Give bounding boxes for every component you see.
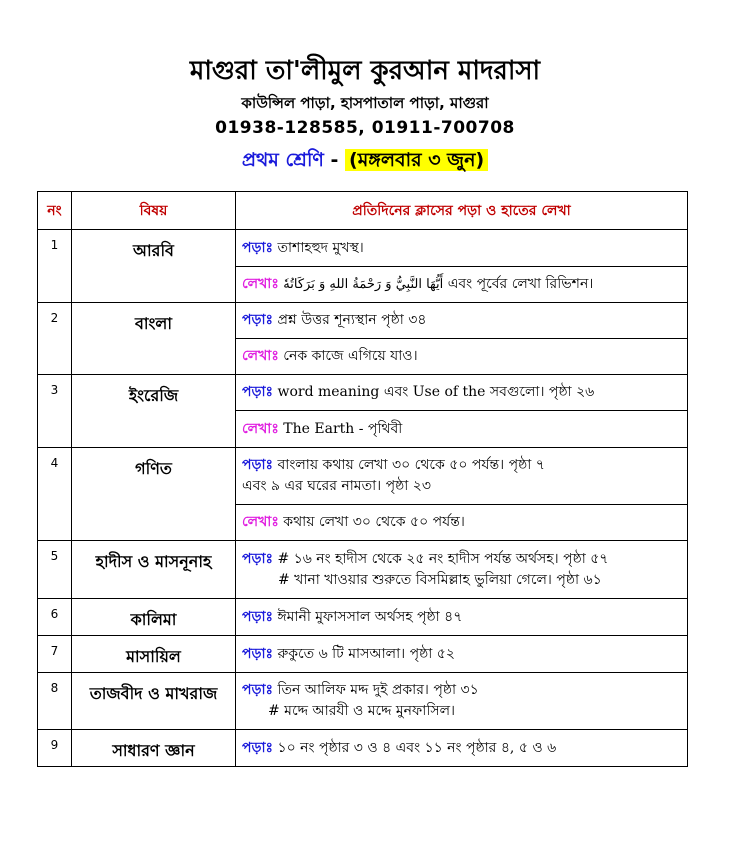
row-number: 5 (38, 541, 72, 599)
col-header-no: নং (38, 192, 72, 230)
row-subject: গণিত (72, 448, 236, 541)
read-text: ঈমানী মুফাসসাল অর্থসহ পৃষ্ঠা ৪৭ (277, 608, 463, 625)
write-text: এবং পূর্বের লেখা রিভিশন। (447, 276, 594, 292)
row-read (236, 636, 688, 673)
table-row (38, 636, 688, 673)
heading-separator: - (323, 149, 346, 171)
table-row (38, 375, 688, 411)
row-number: 8 (38, 673, 72, 730)
read-text-line2: # মদ্দে আরযী ও মদ্দে মুনফাসিল। (268, 703, 456, 719)
row-number: 6 (38, 599, 72, 636)
row-read (236, 448, 688, 505)
read-text: রুকুতে ৬ টি মাসআলা। পৃষ্ঠা ৫২ (277, 645, 455, 662)
read-text: প্রশ্ন উত্তর শূন্যস্থান পৃষ্ঠা ৩৪ (277, 312, 427, 328)
table-header-row (38, 192, 688, 230)
row-read (236, 375, 688, 411)
read-label: পড়াঃ (242, 608, 274, 625)
row-read (236, 230, 688, 267)
row-subject: ইংরেজি (72, 375, 236, 448)
row-subject: তাজবীদ ও মাখরাজ (72, 673, 236, 730)
col-header-work: প্রতিদিনের ক্লাসের পড়া ও হাতের লেখা (236, 192, 688, 230)
row-write (236, 267, 688, 303)
row-subject: বাংলা (72, 303, 236, 375)
col-header-subject: বিষয় (72, 192, 236, 230)
row-subject: সাধারণ জ্ঞান (72, 730, 236, 767)
row-read (236, 541, 688, 599)
write-label: লেখাঃ (242, 348, 279, 364)
row-subject: কালিমা (72, 599, 236, 636)
row-number: 1 (38, 230, 72, 303)
table-row (38, 448, 688, 505)
day-label: (মঙ্গলবার ৩ জুন) (345, 149, 488, 171)
row-write (236, 411, 688, 448)
row-number: 4 (38, 448, 72, 541)
row-number: 2 (38, 303, 72, 375)
read-label: পড়াঃ (242, 682, 274, 698)
read-label: পড়াঃ (242, 239, 274, 256)
table-row (38, 303, 688, 339)
madrasa-address: কাউন্সিল পাড়া, হাসপাতাল পাড়া, মাগুরা (241, 94, 489, 112)
read-label: পড়াঃ (242, 312, 274, 328)
read-label: পড়াঃ (242, 739, 274, 756)
row-subject: মাসায়িল (72, 636, 236, 673)
row-number: 3 (38, 375, 72, 448)
write-text: কথায় লেখা ৩০ থেকে ৫০ পর্যন্ত। (283, 514, 465, 530)
write-label: লেখাঃ (242, 276, 279, 292)
read-text: # ১৬ নং হাদীস থেকে ২৫ নং হাদীস পর্যন্ত অর্থসহ। পৃষ্ঠা ৫৭ (277, 550, 609, 567)
class-day-heading (0, 146, 730, 178)
read-label: পড়াঃ (242, 384, 274, 400)
read-text: word meaning এবং Use of the সবগুলো। পৃষ্ঠা ২৬ (277, 384, 595, 400)
row-read (236, 599, 688, 636)
row-read (236, 673, 688, 730)
table-row (38, 230, 688, 267)
row-read (236, 730, 688, 767)
madrasa-title: মাগুরা তা'লীমুল কুরআন মাদরাসা (189, 56, 541, 86)
write-text: The Earth - পৃথিবী (283, 420, 403, 437)
row-subject: আরবি (72, 230, 236, 303)
table-row (38, 730, 688, 767)
row-read (236, 303, 688, 339)
read-text-line2: # খানা খাওয়ার শুরুতে বিসমিল্লাহ ভুলিয়া গেলে। পৃষ্ঠা ৬১ (278, 571, 602, 588)
class-name: প্রথম শ্রেণি (241, 149, 324, 171)
read-label: পড়াঃ (242, 550, 274, 567)
table-row (38, 599, 688, 636)
row-write (236, 339, 688, 375)
table-row (38, 673, 688, 730)
row-number: 9 (38, 730, 72, 767)
row-write (236, 505, 688, 541)
table-row (38, 541, 688, 599)
read-text: ১০ নং পৃষ্ঠার ৩ ও ৪ এবং ১১ নং পৃষ্ঠার ৪, ৫ ও ৬ (277, 739, 557, 756)
row-subject: হাদীস ও মাসনূনাহ (72, 541, 236, 599)
homework-table (37, 191, 688, 767)
write-arabic-text: أَيُّهَا النَّبِيُّ وَ رَحْمَةُ اللهِ وَ بَرَكَاتُهٗ (283, 277, 444, 292)
read-text: তাশাহহুদ মুখস্থ। (277, 239, 364, 256)
read-label: পড়াঃ (242, 645, 274, 662)
madrasa-phones: 01938-128585, 01911-700708 (215, 118, 515, 138)
row-number: 7 (38, 636, 72, 673)
read-label: পড়াঃ (242, 457, 274, 473)
write-text: নেক কাজে এগিয়ে যাও। (283, 348, 418, 364)
read-text: বাংলায় কথায় লেখা ৩০ থেকে ৫০ পর্যন্ত। পৃষ্ঠা ৭ (277, 457, 545, 473)
write-label: লেখাঃ (242, 420, 279, 437)
write-label: লেখাঃ (242, 514, 279, 530)
read-text-line2: এবং ৯ এর ঘরের নামতা। পৃষ্ঠা ২৩ (242, 478, 431, 494)
read-text: তিন আলিফ মদ্দ দুই প্রকার। পৃষ্ঠা ৩১ (277, 682, 479, 698)
